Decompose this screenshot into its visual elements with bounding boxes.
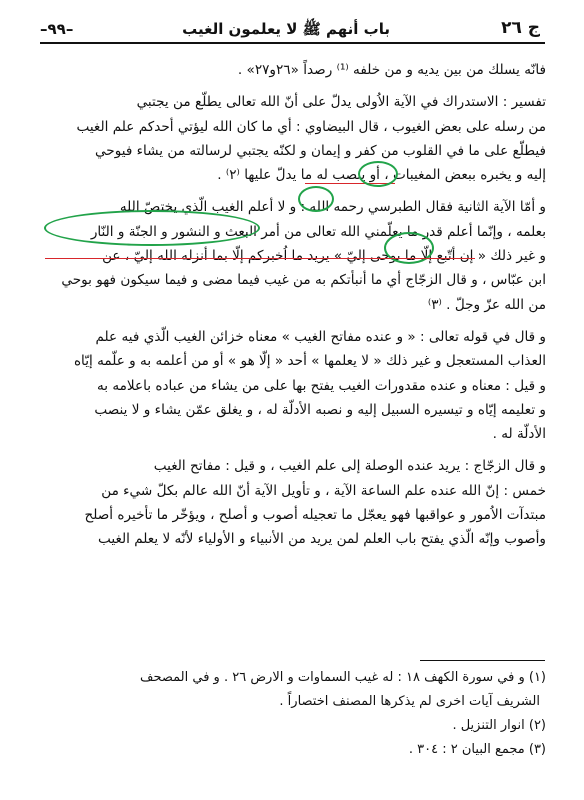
footnote-line: (١) و في سورة الكهف ١٨ : له غيب السماوات و الارض ٢٦ . و في المصحف	[140, 670, 546, 685]
paragraph	[38, 58, 546, 82]
text-line: فانّه يسلك من بين يديه و من خلفه ⁽¹⁾ رصداً «٢٦و٢٧» .	[237, 62, 546, 78]
text-line: الأدلّة له .	[492, 426, 546, 443]
red-underline-mark	[45, 258, 475, 259]
header-divider	[40, 42, 545, 44]
text-line: و تعليمه إيّاه و تيسيره السبيل إليه و نصبه الأدلّة له ، و يغلق عمّن يشاء و لا ينصب	[94, 401, 546, 418]
text-line: و قال الزجّاج : يريد عنده الوصلة إلى علم الغيب ، و قيل : مفاتح الغيب	[153, 458, 546, 475]
footnote-line: الشريف آيات اخرى لم يذكرها المصنف اختصاراً .	[279, 694, 540, 709]
page-number: –٩٩–	[40, 20, 74, 38]
green-circle-mark	[298, 186, 334, 212]
text-line: مبتدآت الاُمور و عواقبها فهو يعجّل ما تعجيله أصوب و أصلح ، ويؤخّر ما تأخيره أصلح	[84, 507, 546, 524]
footnote-line: (٢) انوار التنزيل .	[452, 718, 546, 733]
chapter-title: باب أنهم ﷺ لا يعلمون الغيب	[182, 20, 390, 38]
volume-label: ج ٢٦	[501, 18, 540, 38]
footnotes	[38, 666, 546, 762]
text-line: إليه و يخبره ببعض المغيبات ، أو ينصب له ما يدلّ عليها ⁽٢⁾ .	[217, 167, 546, 184]
text-line: و قال في قوله تعالى : « و عنده مفاتح الغيب » معناه خزائن الغيب الّذي فيه علم	[95, 328, 546, 345]
footnote-line: (٣) مجمع البيان ٢ : ٣٠٤ .	[408, 742, 546, 757]
main-text	[38, 58, 546, 552]
paragraph	[38, 325, 546, 446]
paragraph	[38, 90, 546, 187]
text-line: وأصوب وإنّه الّذي يفتح باب العلم لمن يريد من الأنبياء و الأولياء لأنّه لا يعلم الغيب	[98, 531, 546, 548]
text-line: فيطلّع على ما في القلوب من كفر و إيمان و لكنّه يجتبي لرسالته من يشاء فيوحي	[94, 142, 546, 159]
text-line: و غير ذلك « إن أتّبع إلّا ما يوحى إليّ » يريد ما اُخبركم إلّا بما أنزله الله إليّ ، عن	[102, 248, 546, 265]
text-line: العذاب المستعجل و غير ذلك « لا يعلمها » أحد « إلّا هو » أو من أعلمه به و علّمه إيّاه	[73, 353, 546, 370]
green-circle-mark	[384, 232, 434, 264]
text-line: خمس : إنّ الله عنده علم الساعة الآية ، و تأويل الآية أنّ الله عالم بكلّ شيء من	[101, 482, 546, 499]
page-header	[40, 14, 540, 42]
text-line: بعلمه ، وإنّما أعلم قدر ما يعلّمني الله تعالى من أمر البعث و النشور و الجنّة و النّار	[90, 223, 546, 240]
green-circle-mark	[44, 210, 260, 246]
text-line: ابن عبّاس ، و قال الزجّاج أي ما أنبأتكم به من غيب فيما مضى و فيما سيكون فهو بوحي	[61, 272, 546, 289]
text-line: و أمّا الآية الثانية فقال الطبرسي رحمه الله : و لا أعلم الغيب الّذي يختصّ الله	[119, 199, 546, 216]
text-line: تفسير : الاستدراك في الآية الاُولى يدلّ على أنّ الله تعالى يطلّع من يجتبي	[136, 94, 546, 111]
footnote-divider	[420, 660, 545, 661]
text-line: من رسله على بعض الغيوب ، قال البيضاوي : أي ما كان الله ليؤتي أحدكم علم الغيب	[76, 118, 546, 135]
green-circle-mark	[358, 161, 398, 187]
paragraph	[38, 454, 546, 551]
text-line: من الله عزّ وجلّ . ⁽٣⁾	[427, 296, 546, 313]
text-line: و قيل : معناه و عنده مقدورات الغيب يفتح بها على من يشاء من عباده باعلامه به	[96, 377, 546, 394]
